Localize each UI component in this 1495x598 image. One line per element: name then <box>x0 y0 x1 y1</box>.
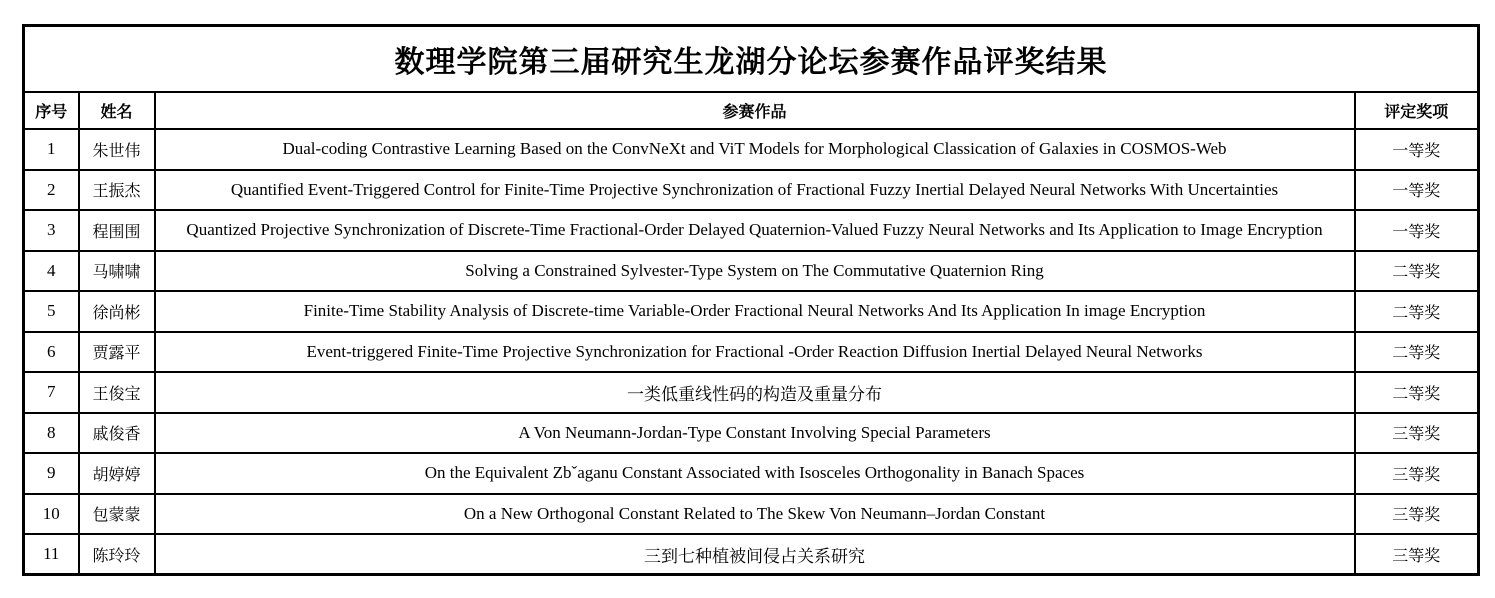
work-title-cell: Event-triggered Finite-Time Projective Synchronization for Fractional -Order Reaction Diffusion Inertial Delayed Neural Networks <box>155 332 1355 373</box>
award-cell: 三等奖 <box>1355 494 1479 535</box>
work-title-cell: Quantified Event-Triggered Control for Finite-Time Projective Synchronization of Fractional Fuzzy Inertial Delayed Neural Networks With Uncertainties <box>155 170 1355 211</box>
row-index-cell: 10 <box>24 494 79 535</box>
table-row <box>24 413 1479 454</box>
student-name-cell: 贾露平 <box>79 332 155 373</box>
award-cell: 二等奖 <box>1355 251 1479 292</box>
table-row <box>24 494 1479 535</box>
table-row <box>24 332 1479 373</box>
row-index-cell: 4 <box>24 251 79 292</box>
column-header-award: 评定奖项 <box>1355 92 1479 129</box>
column-header-work: 参赛作品 <box>155 92 1355 129</box>
table-row <box>24 372 1479 413</box>
award-cell: 一等奖 <box>1355 210 1479 251</box>
award-cell: 三等奖 <box>1355 453 1479 494</box>
table-row <box>24 129 1479 170</box>
student-name-cell: 徐尚彬 <box>79 291 155 332</box>
table-body <box>24 129 1479 575</box>
student-name-cell: 包蒙蒙 <box>79 494 155 535</box>
student-name-cell: 马啸啸 <box>79 251 155 292</box>
student-name-cell: 戚俊香 <box>79 413 155 454</box>
page-title: 数理学院第三届研究生龙湖分论坛参赛作品评奖结果 <box>394 46 1108 79</box>
work-title-cell: Quantized Projective Synchronization of Discrete-Time Fractional-Order Delayed Quaternion-Valued Fuzzy Neural Networks and Its Application to Image Encryption <box>155 210 1355 251</box>
title-row <box>24 26 1479 93</box>
award-cell: 一等奖 <box>1355 129 1479 170</box>
student-name-cell: 程围围 <box>79 210 155 251</box>
table-row <box>24 291 1479 332</box>
column-header-row <box>24 92 1479 129</box>
row-index-cell: 7 <box>24 372 79 413</box>
column-header-name: 姓名 <box>79 92 155 129</box>
work-title-cell: On the Equivalent Zbˇaganu Constant Associated with Isosceles Orthogonality in Banach Spaces <box>155 453 1355 494</box>
row-index-cell: 6 <box>24 332 79 373</box>
table-row <box>24 170 1479 211</box>
column-header-index: 序号 <box>24 92 79 129</box>
work-title-cell: 三到七种植被间侵占关系研究 <box>155 534 1355 575</box>
award-results-table <box>22 24 1480 576</box>
table-row <box>24 251 1479 292</box>
award-cell: 一等奖 <box>1355 170 1479 211</box>
table-row <box>24 453 1479 494</box>
row-index-cell: 9 <box>24 453 79 494</box>
row-index-cell: 2 <box>24 170 79 211</box>
award-cell: 二等奖 <box>1355 291 1479 332</box>
student-name-cell: 胡婷婷 <box>79 453 155 494</box>
award-cell: 二等奖 <box>1355 372 1479 413</box>
title-cell <box>24 26 1479 93</box>
table-row <box>24 534 1479 575</box>
award-cell: 三等奖 <box>1355 534 1479 575</box>
award-cell: 三等奖 <box>1355 413 1479 454</box>
work-title-cell: 一类低重线性码的构造及重量分布 <box>155 372 1355 413</box>
row-index-cell: 11 <box>24 534 79 575</box>
student-name-cell: 王振杰 <box>79 170 155 211</box>
row-index-cell: 1 <box>24 129 79 170</box>
row-index-cell: 3 <box>24 210 79 251</box>
row-index-cell: 8 <box>24 413 79 454</box>
work-title-cell: On a New Orthogonal Constant Related to The Skew Von Neumann–Jordan Constant <box>155 494 1355 535</box>
work-title-cell: Dual-coding Contrastive Learning Based on the ConvNeXt and ViT Models for Morphological Classication of Galaxies in COSMOS-Web <box>155 129 1355 170</box>
row-index-cell: 5 <box>24 291 79 332</box>
award-cell: 二等奖 <box>1355 332 1479 373</box>
work-title-cell: Solving a Constrained Sylvester-Type System on The Commutative Quaternion Ring <box>155 251 1355 292</box>
work-title-cell: A Von Neumann-Jordan-Type Constant Involving Special Parameters <box>155 413 1355 454</box>
table-row <box>24 210 1479 251</box>
student-name-cell: 王俊宝 <box>79 372 155 413</box>
work-title-cell: Finite-Time Stability Analysis of Discrete-time Variable-Order Fractional Neural Networks And Its Application In image Encryption <box>155 291 1355 332</box>
student-name-cell: 陈玲玲 <box>79 534 155 575</box>
student-name-cell: 朱世伟 <box>79 129 155 170</box>
